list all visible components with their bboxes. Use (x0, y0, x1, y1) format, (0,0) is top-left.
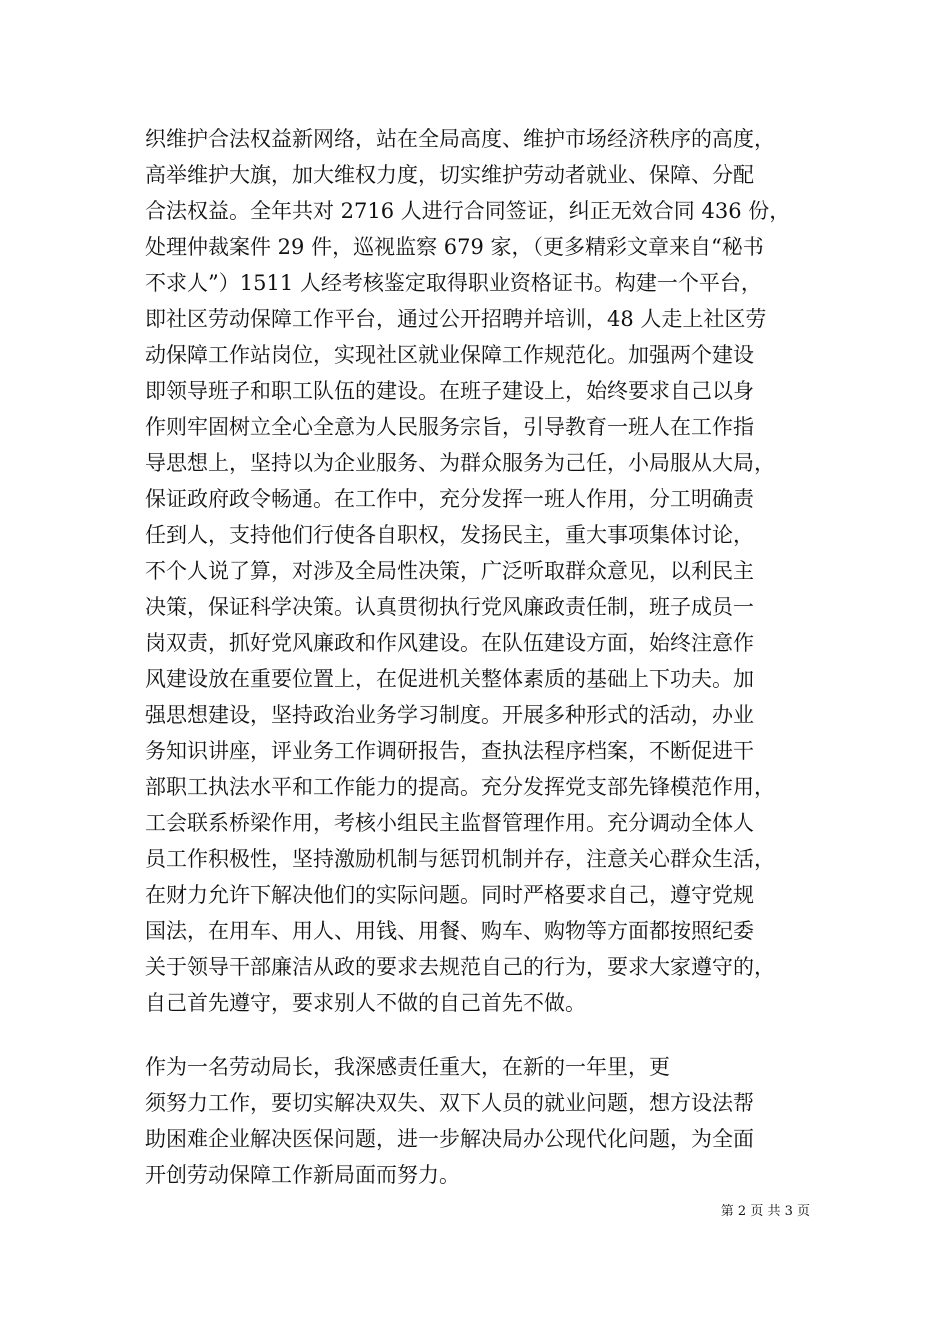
body-text-line: 务知识讲座，评业务工作调研报告，查执法程序档案，不断促进干 (145, 739, 754, 763)
body-text-line: 处理仲裁案件 29 件，巡视监察 679 家，（更多精彩文章来自“秘书 (145, 235, 764, 259)
body-text-line: 国法，在用车、用人、用钱、用餐、购车、购物等方面都按照纪委 (145, 919, 754, 943)
body-text-line: 导思想上，坚持以为企业服务、为群众服务为己任，小局服从大局， (145, 451, 775, 475)
body-text-line: 不个人说了算，对涉及全局性决策，广泛听取群众意见，以利民主 (145, 559, 754, 583)
body-text-line: 即社区劳动保障工作平台，通过公开招聘并培训，48 人走上社区劳 (145, 307, 767, 331)
body-text-line: 开创劳动保障工作新局面而努力。 (145, 1163, 460, 1187)
body-text-line: 决策，保证科学决策。认真贯彻执行党风廉政责任制，班子成员一 (145, 595, 754, 619)
body-text-line: 保证政府政令畅通。在工作中，充分发挥一班人作用，分工明确责 (145, 487, 754, 511)
page-number-footer: 第 2 页 共 3 页 (720, 1204, 810, 1219)
body-text-line: 须努力工作，要切实解决双失、双下人员的就业问题，想方设法帮 (145, 1091, 754, 1115)
body-text-line: 部职工执法水平和工作能力的提高。充分发挥党支部先锋模范作用， (145, 775, 775, 799)
body-text-line: 关于领导干部廉洁从政的要求去规范自己的行为，要求大家遵守的， (145, 955, 775, 979)
body-text-line: 动保障工作站岗位，实现社区就业保障工作规范化。加强两个建设 (145, 343, 754, 367)
body-text-line: 自己首先遵守，要求别人不做的自己首先不做。 (145, 991, 586, 1015)
body-text-line: 织维护合法权益新网络，站在全局高度、维护市场经济秩序的高度， (145, 127, 775, 151)
body-text-line: 员工作积极性，坚持激励机制与惩罚机制并存，注意关心群众生活， (145, 847, 775, 871)
body-text-line: 岗双责，抓好党风廉政和作风建设。在队伍建设方面，始终注意作 (145, 631, 754, 655)
body-text-line: 高举维护大旗，加大维权力度，切实维护劳动者就业、保障、分配 (145, 163, 754, 187)
body-text-line: 工会联系桥梁作用，考核小组民主监督管理作用。充分调动全体人 (145, 811, 754, 835)
body-text-line: 风建设放在重要位置上，在促进机关整体素质的基础上下功夫。加 (145, 667, 754, 691)
body-text-line: 即领导班子和职工队伍的建设。在班子建设上，始终要求自己以身 (145, 379, 754, 403)
paragraph-indented-line: 作为一名劳动局长，我深感责任重大，在新的一年里，更 (145, 1055, 670, 1079)
body-text-line: 任到人，支持他们行使各自职权，发扬民主，重大事项集体讨论， (145, 523, 754, 547)
body-text-line: 强思想建设，坚持政治业务学习制度。开展多种形式的活动，办业 (145, 703, 754, 727)
body-text-line: 在财力允许下解决他们的实际问题。同时严格要求自己，遵守党规 (145, 883, 754, 907)
body-text-line: 合法权益。全年共对 2716 人进行合同签证，纠正无效合同 436 份， (145, 199, 791, 223)
body-text-line: 作则牢固树立全心全意为人民服务宗旨，引导教育一班人在工作指 (145, 415, 754, 439)
body-text-line: 助困难企业解决医保问题，进一步解决局办公现代化问题，为全面 (145, 1127, 754, 1151)
body-text-line: 不求人”）1511 人经考核鉴定取得职业资格证书。构建一个平台， (145, 271, 762, 295)
